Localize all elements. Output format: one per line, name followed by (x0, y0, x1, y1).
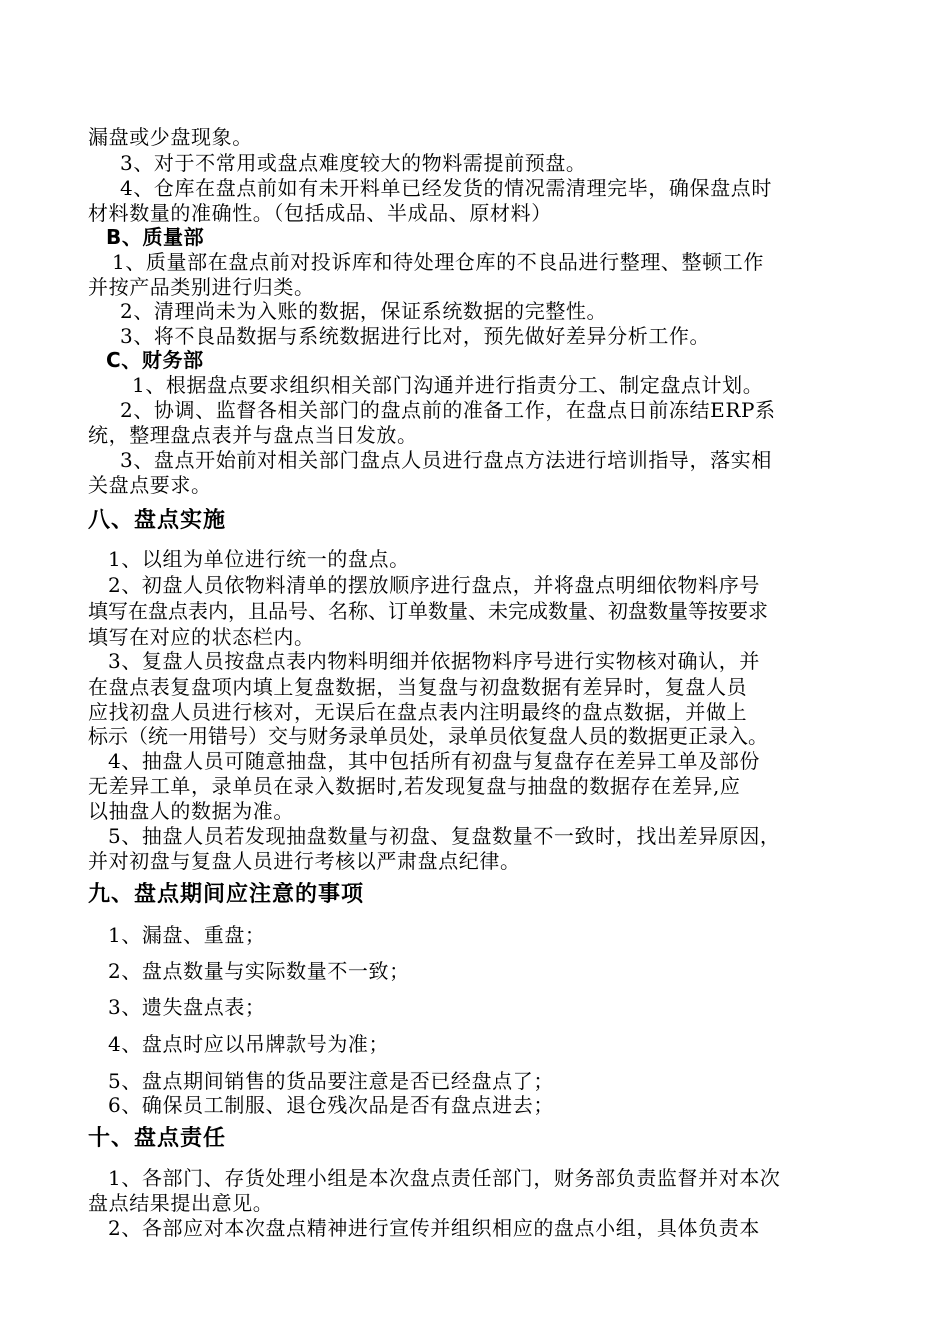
section-heading: 八、盘点实施 (88, 508, 227, 533)
text-line: 在盘点表复盘项内填上复盘数据，当复盘与初盘数据有差异时，复盘人员 (88, 675, 748, 699)
text-line: 并按产品类别进行归类。 (88, 275, 315, 299)
text-line: 1、以组为单位进行统一的盘点。 (108, 547, 410, 571)
text-line: 标示（统一用错号）交与财务录单员处，录单员依复盘人员的数据更正录入。 (88, 724, 768, 748)
text-line: 2、协调、监督各相关部门的盘点前的准备工作，在盘点日前冻结ERP系 (120, 398, 776, 422)
text-line: 无差异工单，录单员在录入数据时,若发现复盘与抽盘的数据存在差异,应 (88, 774, 741, 798)
text-line: 3、盘点开始前对相关部门盘点人员进行盘点方法进行培训指导，落实相 (120, 448, 772, 472)
text-line: 2、清理尚未为入账的数据，保证系统数据的完整性。 (120, 299, 608, 323)
text-line: 2、各部应对本次盘点精神进行宣传并组织相应的盘点小组，具体负责本 (108, 1216, 760, 1240)
list-item: 4、盘点时应以吊牌款号为准； (108, 1032, 390, 1056)
text-line: 1、根据盘点要求组织相关部门沟通并进行指责分工、制定盘点计划。 (132, 373, 764, 397)
text-line: 统，整理盘点表并与盘点当日发放。 (88, 423, 418, 447)
text-line: 盘点结果提出意见。 (88, 1191, 274, 1215)
text-line: 4、抽盘人员可随意抽盘，其中包括所有初盘与复盘存在差异工单及部份 (108, 749, 760, 773)
list-item: 3、遗失盘点表； (108, 995, 266, 1019)
text-line: 填写在对应的状态栏内。 (88, 625, 315, 649)
section-heading: 十、盘点责任 (88, 1126, 227, 1151)
text-line: 3、复盘人员按盘点表内物料明细并依据物料序号进行实物核对确认，并 (108, 649, 760, 673)
list-item: 2、盘点数量与实际数量不一致； (108, 959, 410, 983)
text-line: 4、仓库在盘点前如有未开料单已经发货的情况需清理完毕，确保盘点时 (120, 176, 772, 200)
list-item: 5、盘点期间销售的货品要注意是否已经盘点了； (108, 1069, 554, 1093)
list-item: 1、漏盘、重盘； (108, 923, 266, 947)
text-line: 以抽盘人的数据为准。 (88, 799, 294, 823)
list-item: 6、确保员工制服、退仓残次品是否有盘点进去； (108, 1093, 554, 1117)
text-line: 应找初盘人员进行核对，无误后在盘点表内注明最终的盘点数据，并做上 (88, 700, 748, 724)
text-line: 3、将不良品数据与系统数据进行比对，预先做好差异分析工作。 (120, 324, 711, 348)
text-line: 1、各部门、存货处理小组是本次盘点责任部门，财务部负责监督并对本次 (108, 1166, 781, 1190)
text-line: 2、初盘人员依物料清单的摆放顺序进行盘点，并将盘点明细依物料序号 (108, 573, 760, 597)
text-line: 填写在盘点表内，且品号、名称、订单数量、未完成数量、初盘数量等按要求 (88, 599, 768, 623)
text-line: 3、对于不常用或盘点难度较大的物料需提前预盘。 (120, 151, 587, 175)
text-line: 5、抽盘人员若发现抽盘数量与初盘、复盘数量不一致时，找出差异原因， (108, 824, 781, 848)
text-line: 漏盘或少盘现象。 (88, 125, 253, 149)
text-line: 材料数量的准确性。（包括成品、半成品、原材料） (88, 201, 552, 225)
subsection-heading: C、财务部 (106, 348, 204, 372)
text-line: 关盘点要求。 (88, 473, 212, 497)
section-heading: 九、盘点期间应注意的事项 (88, 882, 365, 907)
subsection-heading: B、质量部 (106, 225, 205, 249)
text-line: 并对初盘与复盘人员进行考核以严肃盘点纪律。 (88, 849, 521, 873)
text-line: 1、质量部在盘点前对投诉库和待处理仓库的不良品进行整理、整顿工作 (112, 250, 764, 274)
